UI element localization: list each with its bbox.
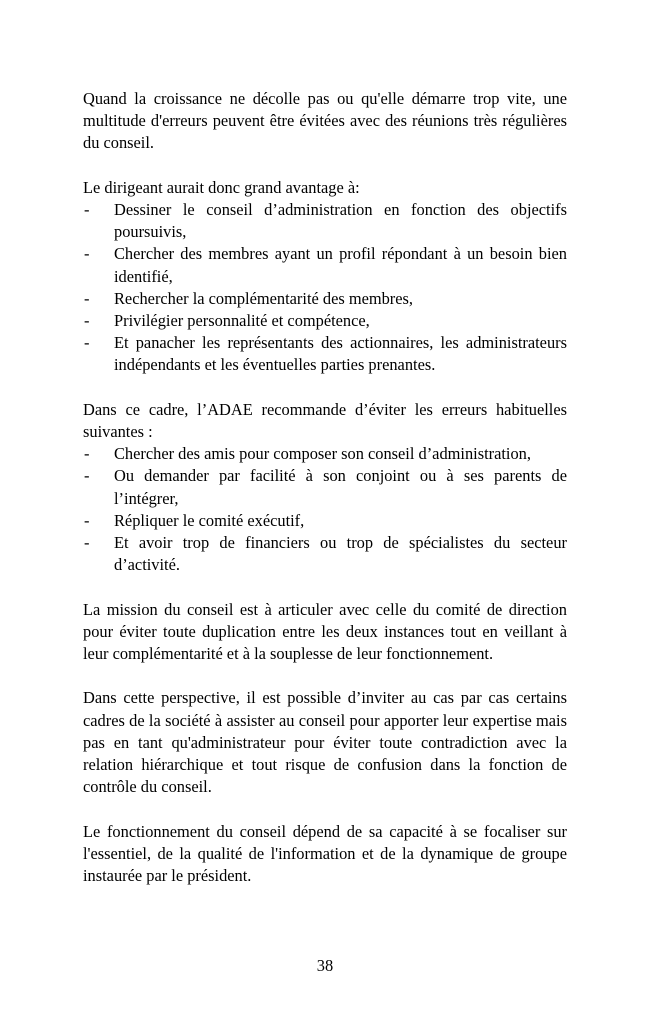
common-errors-list xyxy=(83,443,567,576)
list-item xyxy=(83,332,567,376)
paragraph-mission-conseil: La mission du conseil est à articuler avec celle du comité de direction pour éviter toute duplication entre les deux instances tout en veillant à leur complémentarité et à la souplesse de leur fonctionnement. xyxy=(83,599,567,664)
list-item-text: Ou demander par facilité à son conjoint ou à ses parents de l’intégrer, xyxy=(114,466,567,508)
paragraph-spacer xyxy=(83,155,567,177)
paragraph-adae-recommande: Dans ce cadre, l’ADAE recommande d’éviter les erreurs habituelles suivantes : xyxy=(83,399,567,442)
page-text-column xyxy=(83,88,567,887)
paragraph-fonctionnement-conseil: Le fonctionnement du conseil dépend de sa capacité à se focaliser sur l'essentiel, de la qualité de l'information et de la dynamique de groupe instaurée par le président. xyxy=(83,821,567,886)
dash-bullet-icon: - xyxy=(84,200,90,219)
list-item xyxy=(83,510,567,532)
list-item xyxy=(83,443,567,465)
dash-bullet-icon: - xyxy=(84,466,90,486)
list-item xyxy=(83,199,567,243)
paragraph-intro-croissance: Quand la croissance ne décolle pas ou qu'elle démarre trop vite, une multitude d'erreurs peuvent être évitées avec des réunions très régulières du conseil. xyxy=(83,89,567,153)
list-item-text: Chercher des membres ayant un profil répondant à un besoin bien identifié, xyxy=(114,244,567,286)
list-item-text: Chercher des amis pour composer son conseil d’administration, xyxy=(114,444,531,464)
list-item-text: Et panacher les représentants des actionnaires, les administrateurs indépendants et les éventuelles parties prenantes. xyxy=(114,333,567,375)
list-item xyxy=(83,465,567,509)
list-item xyxy=(83,243,567,287)
list-item xyxy=(83,532,567,576)
dash-bullet-icon: - xyxy=(84,311,90,331)
list-item-text: Dessiner le conseil d’administration en fonction des objectifs poursuivis, xyxy=(114,200,567,242)
list-item xyxy=(83,310,567,332)
page-number: 38 xyxy=(316,956,334,975)
list-item-text: Répliquer le comité exécutif, xyxy=(114,510,305,530)
dash-bullet-icon: - xyxy=(84,533,90,553)
list-item xyxy=(83,288,567,310)
dash-bullet-icon: - xyxy=(84,510,90,530)
recommendations-list xyxy=(83,199,567,377)
dash-bullet-icon: - xyxy=(84,244,90,264)
paragraph-spacer xyxy=(83,665,567,687)
paragraph-perspective-cadres: Dans cette perspective, il est possible d’inviter au cas par cas certains cadres de la société à assister au conseil pour apporter leur expertise mais pas en tant qu'administrateur pour éviter toute contradiction avec la relation hiérarchique et tout risque de confusion dans la fonction de contrôle du conseil. xyxy=(83,688,567,797)
list-item-text: Rechercher la complémentarité des membres, xyxy=(114,288,413,308)
list-item-text: Privilégier personnalité et compétence, xyxy=(114,311,370,331)
dash-bullet-icon: - xyxy=(84,288,90,308)
paragraph-spacer xyxy=(83,377,567,399)
dash-bullet-icon: - xyxy=(84,444,90,464)
paragraph-spacer xyxy=(83,798,567,820)
paragraph-dirigeant-avantage: Le dirigeant aurait donc grand avantage à: xyxy=(83,177,360,197)
paragraph-spacer xyxy=(83,576,567,598)
dash-bullet-icon: - xyxy=(84,333,90,353)
list-item-text: Et avoir trop de financiers ou trop de spécialistes du secteur d’activité. xyxy=(114,533,567,575)
